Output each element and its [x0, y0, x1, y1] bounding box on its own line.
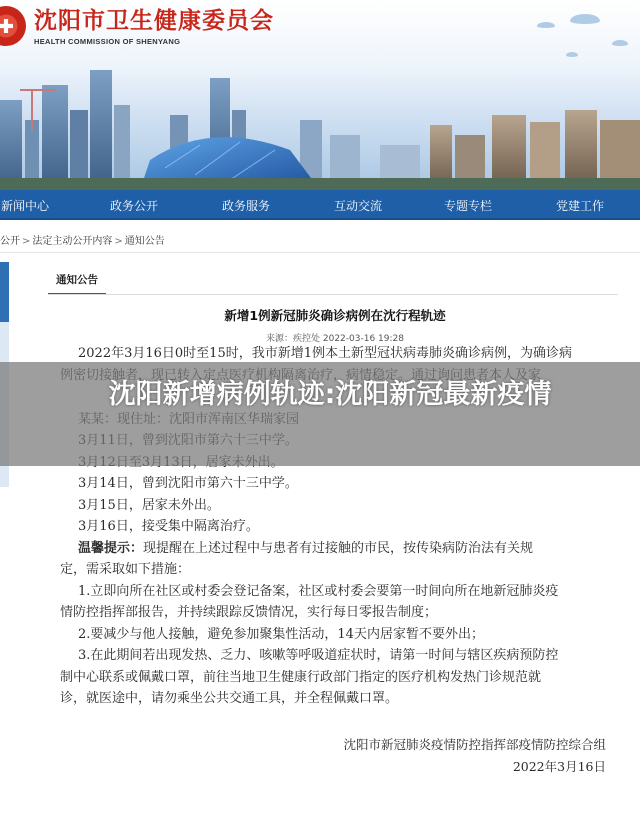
- article-line: 2022年3月16日0时至15时，我市新增1例本土新型冠状病毒肺炎确诊病例，为确诊病: [78, 346, 572, 361]
- nav-item-party-building[interactable]: 党建工作: [556, 199, 605, 213]
- breadcrumb-separator: >: [114, 236, 123, 247]
- nav-item-news-center[interactable]: 新闻中心: [1, 199, 50, 213]
- article-line: 情防控指挥部报告，并持续跟踪反馈情况，实行每日零报告制度；: [60, 605, 438, 620]
- breadcrumb-item-disclosure[interactable]: 公开: [0, 236, 20, 247]
- article-line: 1.立即向所在社区或村委会登记备案，社区或村委会要第一时间向所在地新冠肺炎疫: [78, 584, 559, 599]
- city-skyline-image: [0, 50, 640, 190]
- reminder-label: 温馨提示：: [78, 541, 144, 556]
- headline-title: 沈阳新增病例轨迹:沈阳新冠最新疫情: [108, 379, 552, 410]
- divider: [0, 252, 640, 253]
- breadcrumb: [0, 232, 165, 247]
- site-name-en: HEALTH COMMISSION OF SHENYANG: [34, 36, 181, 46]
- article-line: 3月14日，曾到沈阳市第六十三中学。: [78, 476, 298, 491]
- main-nav: [0, 190, 640, 220]
- nav-item-interaction[interactable]: 互动交流: [334, 199, 383, 213]
- article-line: 3月15日，居家未外出。: [78, 498, 220, 513]
- article-line: 定，需采取如下措施：: [60, 562, 191, 577]
- header-banner: [0, 0, 640, 190]
- emblem-icon: [0, 6, 26, 46]
- article-line: 2.要减少与他人接触，避免参加聚集性活动，14天内居家暂不要外出；: [78, 627, 484, 642]
- site-logo[interactable]: [0, 6, 274, 46]
- nav-item-gov-services[interactable]: 政务服务: [222, 199, 271, 213]
- tab-notices[interactable]: 通知公告: [48, 272, 106, 295]
- divider: [48, 294, 618, 295]
- article-title: 新增1例新冠肺炎确诊病例在沈行程轨迹: [224, 308, 446, 323]
- breadcrumb-item-notices[interactable]: 通知公告: [124, 236, 165, 247]
- article-line: 3月16日，接受集中隔离治疗。: [78, 519, 259, 534]
- article-line: 制中心联系或佩戴口罩，前往当地卫生健康行政部门指定的医疗机构发热门诊规范就: [60, 670, 542, 685]
- article-meta: 来源：疾控处 2022-03-16 19:28: [266, 334, 404, 344]
- article-line: 诊，就医途中，请勿乘坐公共交通工具，并全程佩戴口罩。: [60, 691, 399, 706]
- nav-item-special-topics[interactable]: 专题专栏: [444, 199, 493, 213]
- nav-item-gov-disclosure[interactable]: 政务公开: [110, 199, 159, 213]
- signature-date: 2022年3月16日: [512, 759, 606, 774]
- breadcrumb-separator: >: [22, 236, 31, 247]
- article-line: 3.在此期间若出现发热、乏力、咳嗽等呼吸道症状时，请第一时间与辖区疾病预防控: [78, 648, 559, 663]
- signature-org: 沈阳市新冠肺炎疫情防控指挥部疫情防控综合组: [343, 737, 606, 752]
- breadcrumb-item-statutory[interactable]: 法定主动公开内容: [32, 236, 113, 247]
- site-name-cn: 沈阳市卫生健康委员会: [34, 7, 274, 34]
- article-line: 温馨提示：现提醒在上述过程中与患者有过接触的市民，按传染病防治法有关规: [78, 541, 534, 556]
